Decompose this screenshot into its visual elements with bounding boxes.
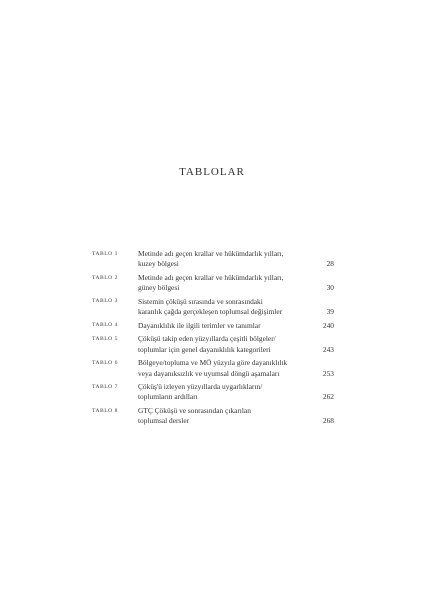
table-caption bbox=[138, 321, 334, 331]
table-label: TABLO 7 bbox=[92, 383, 118, 390]
table-caption bbox=[138, 334, 334, 354]
table-caption-line: veya dayanıksızlık ve uyumsal döngü aşamaları bbox=[138, 368, 280, 378]
list-item bbox=[92, 334, 334, 354]
table-caption-line: Bölgeye/topluma ve MÖ yüzyıla göre dayanıklılık bbox=[138, 358, 288, 368]
table-caption-line: karanlık çağda gerçekleşen toplumsal değişimler bbox=[138, 307, 283, 317]
table-caption-line: Çöküş'ü izleyen yüzyıllarda uygarlıkların/ bbox=[138, 382, 263, 392]
table-caption-line: Dayanıklılık ile ilgili terimler ve tanımlar bbox=[138, 320, 261, 330]
list-item bbox=[92, 406, 334, 426]
table-caption bbox=[138, 297, 334, 317]
table-label: TABLO 3 bbox=[92, 298, 118, 305]
table-caption-line: Çöküşü takip eden yüzyıllarda çeşitli bölgeler/ bbox=[138, 334, 276, 344]
page-number: 39 bbox=[326, 307, 334, 317]
table-caption-line: toplumların ardılları bbox=[138, 392, 198, 402]
table-caption-line: GTÇ Çöküşü ve sonrasından çıkarılan bbox=[138, 406, 251, 416]
table-caption bbox=[138, 358, 334, 378]
table-caption-line: Metinde adı geçen krallar ve hükümdarlık yılları, bbox=[138, 272, 284, 282]
table-caption bbox=[138, 249, 334, 269]
list-item bbox=[92, 358, 334, 378]
page-number: 243 bbox=[322, 344, 334, 354]
table-caption-line: Sistemin çöküşü sırasında ve sonrasındaki bbox=[138, 296, 263, 306]
list-item bbox=[92, 249, 334, 269]
table-caption-line: kuzey bölgesi bbox=[138, 259, 179, 269]
table-label: TABLO 6 bbox=[92, 359, 118, 366]
page-number: 268 bbox=[322, 416, 334, 426]
table-caption bbox=[138, 406, 334, 426]
page-number: 253 bbox=[322, 368, 334, 378]
table-list bbox=[92, 249, 334, 430]
list-item bbox=[92, 382, 334, 402]
table-label: TABLO 4 bbox=[92, 322, 118, 329]
table-label: TABLO 1 bbox=[92, 250, 118, 257]
table-caption-line: toplumlar için genel dayanıklılık kategorileri bbox=[138, 344, 271, 354]
page-number: 240 bbox=[322, 320, 334, 330]
list-item bbox=[92, 273, 334, 293]
list-item bbox=[92, 321, 334, 331]
page-number: 262 bbox=[322, 392, 334, 402]
list-item bbox=[92, 297, 334, 317]
table-caption-line: toplumsal dersler bbox=[138, 416, 190, 426]
table-caption bbox=[138, 382, 334, 402]
table-caption-line: güney bölgesi bbox=[138, 283, 180, 293]
table-caption bbox=[138, 273, 334, 293]
page-title: TABLOLAR bbox=[179, 166, 245, 178]
page-number: 30 bbox=[326, 283, 334, 293]
table-label: TABLO 5 bbox=[92, 336, 118, 343]
table-caption-line: Metinde adı geçen krallar ve hükümdarlık yılları, bbox=[138, 249, 284, 258]
table-label: TABLO 2 bbox=[92, 274, 118, 281]
page-number: 28 bbox=[326, 259, 334, 269]
table-label: TABLO 8 bbox=[92, 407, 118, 414]
